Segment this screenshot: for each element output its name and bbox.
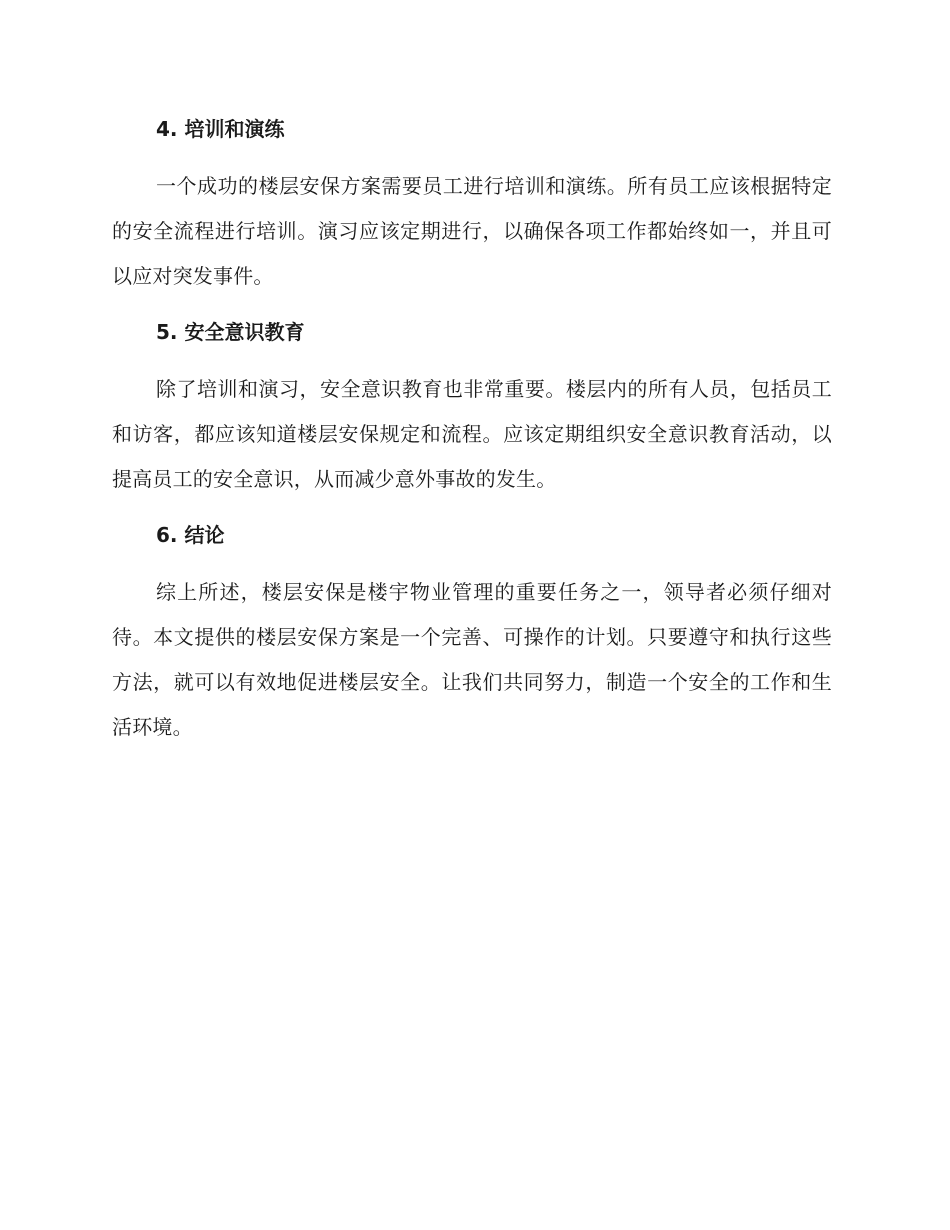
section-heading-training: 4. 培训和演练 bbox=[156, 117, 285, 141]
section-paragraph-conclusion: 综上所述，楼层安保是楼宇物业管理的重要任务之一，领导者必须仔细对待。本文提供的楼层安保方案是一个完善、可操作的计划。只要遵守和执行这些方法，就可以有效地促进楼层安全。让我们共同努力，制造一个安全的工作和生活环境。 bbox=[112, 580, 832, 739]
section-paragraph-safety-awareness: 除了培训和演习，安全意识教育也非常重要。楼层内的所有人员，包括员工和访客，都应该知道楼层安保规定和流程。应该定期组织安全意识教育活动，以提高员工的安全意识，从而减少意外事故的发生。 bbox=[112, 377, 832, 491]
section-paragraph-training: 一个成功的楼层安保方案需要员工进行培训和演练。所有员工应该根据特定的安全流程进行培训。演习应该定期进行，以确保各项工作都始终如一，并且可以应对突发事件。 bbox=[112, 174, 832, 288]
document-page bbox=[112, 108, 832, 750]
section-heading-safety-awareness: 5. 安全意识教育 bbox=[156, 320, 305, 344]
section-heading-conclusion: 6. 结论 bbox=[156, 523, 225, 547]
